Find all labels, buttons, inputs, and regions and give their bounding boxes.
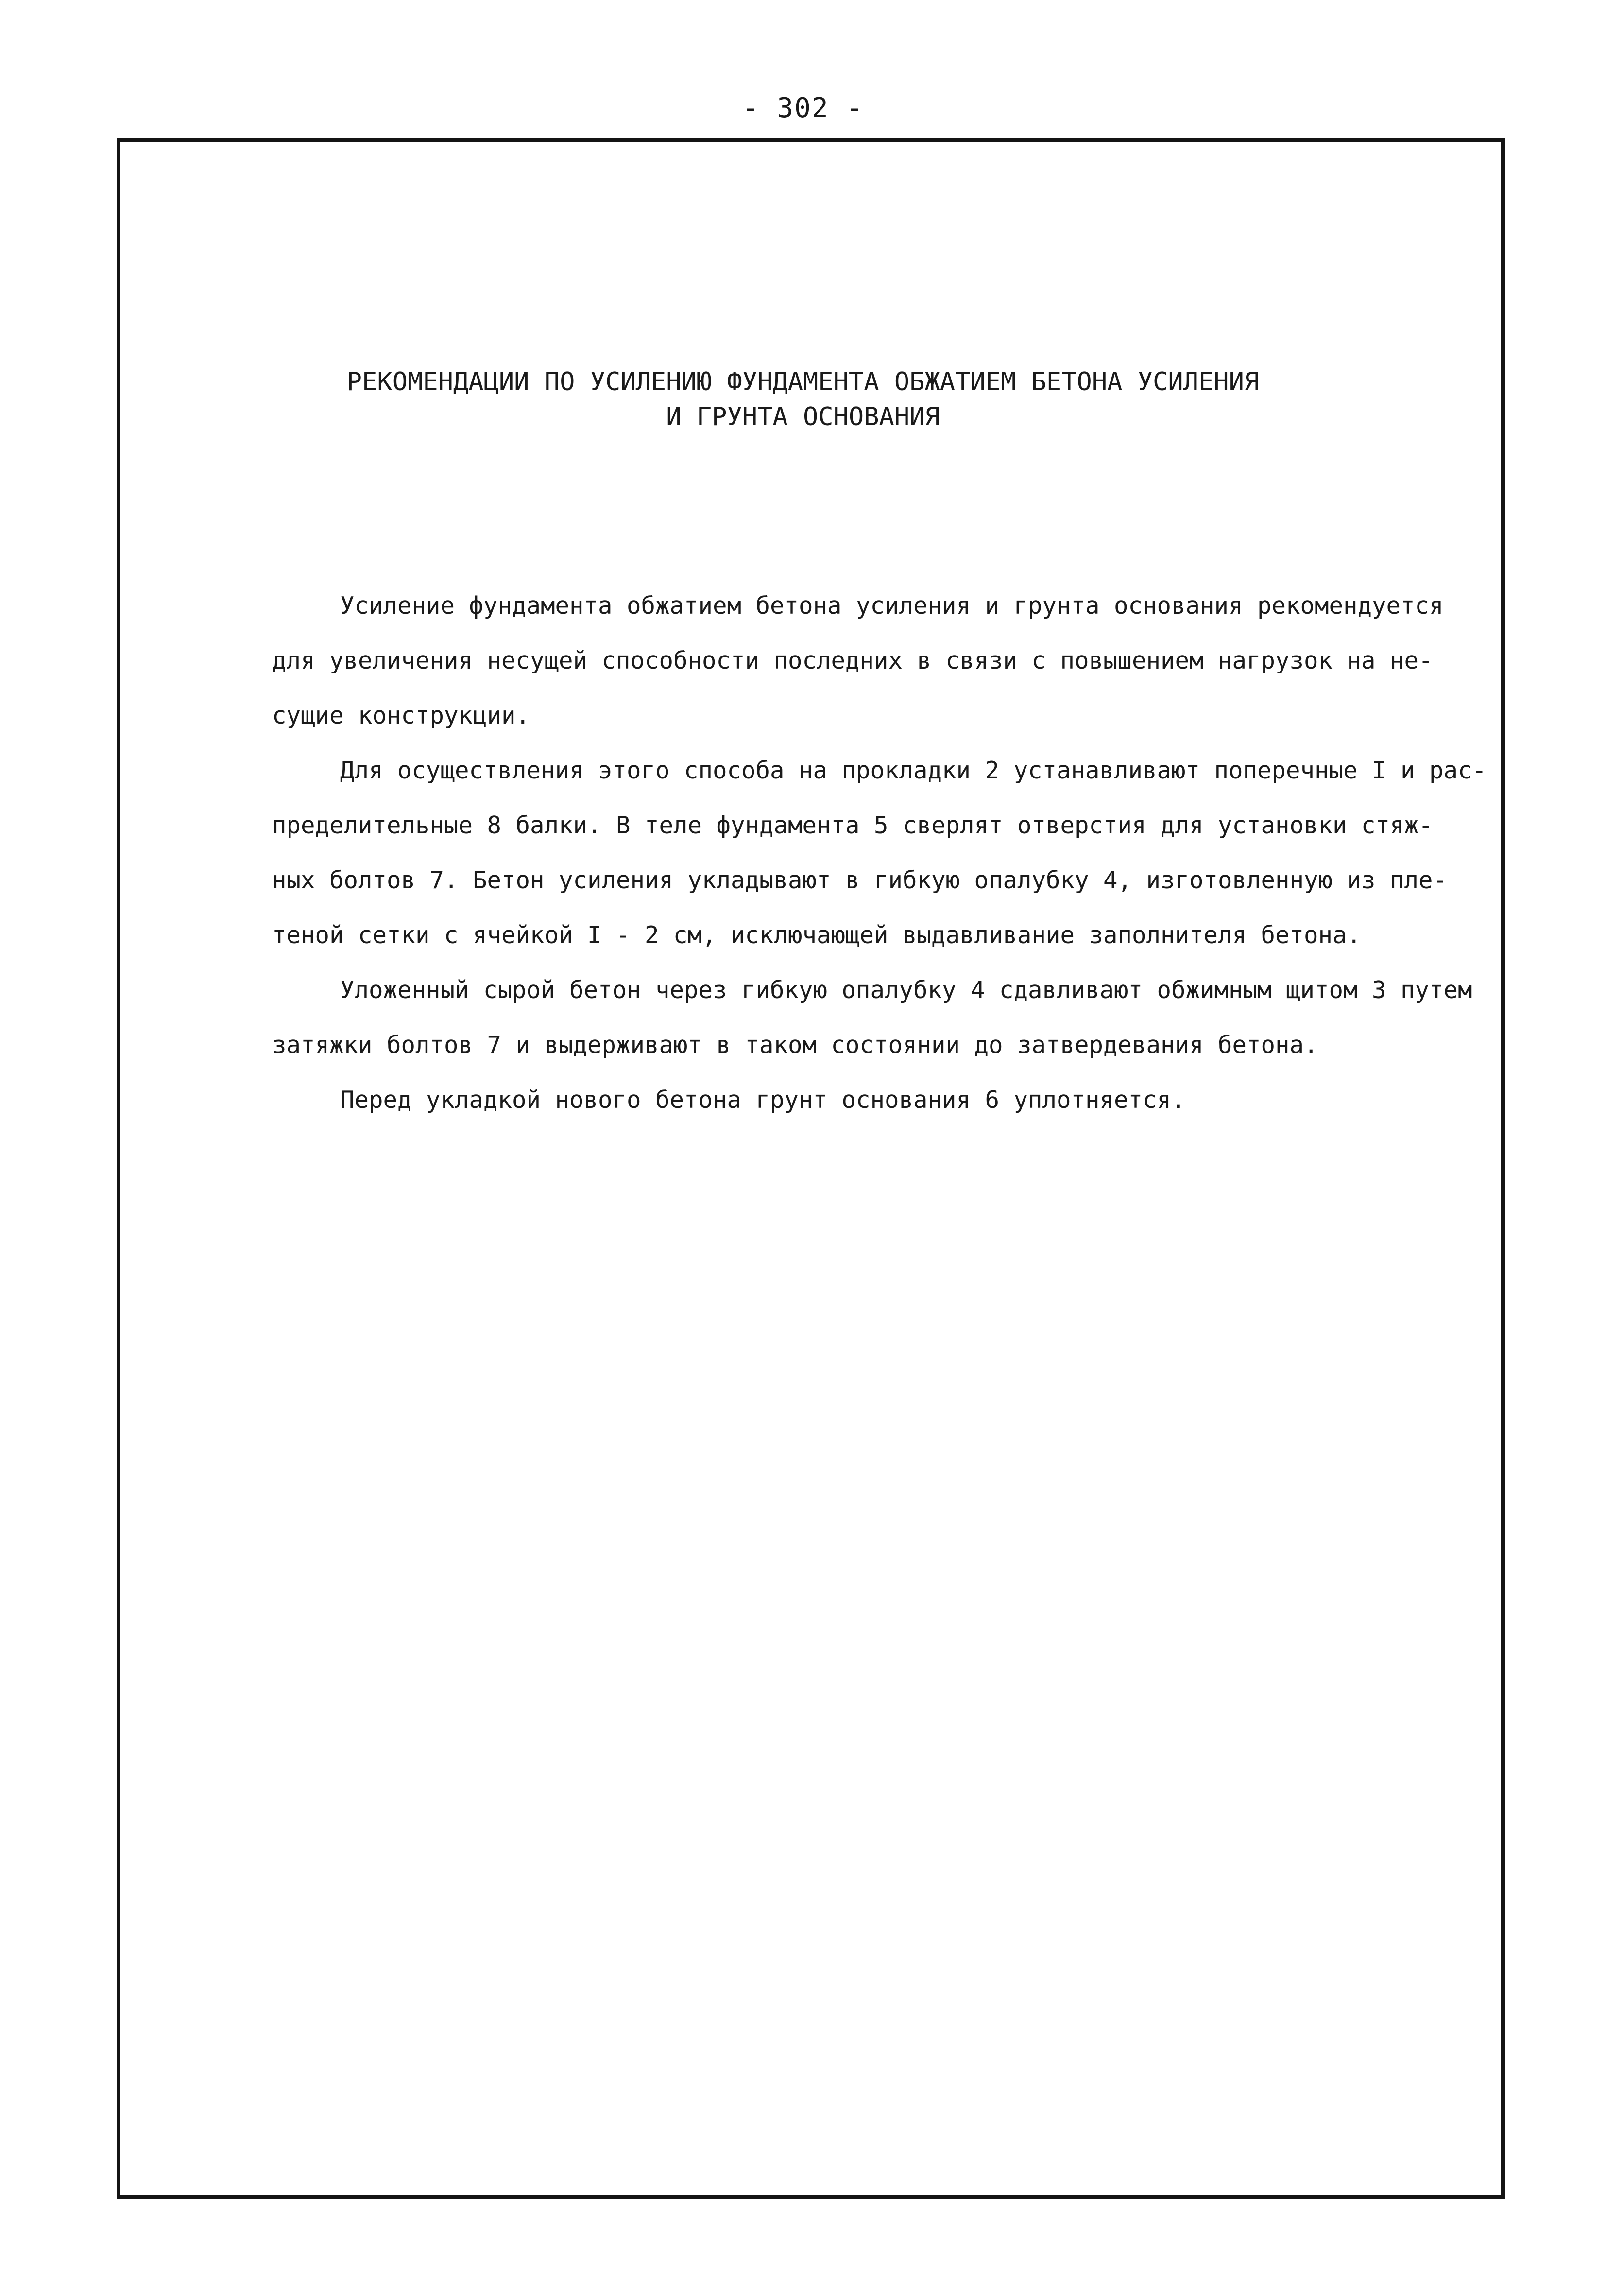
- paragraph-line: пределительные 8 балки. В теле фундамента 5 сверлят отверстия для установки стяж-: [272, 811, 1433, 839]
- paragraph-line: ных болтов 7. Бетон усиления укладывают в гибкую опалубку 4, изготовленную из пле-: [272, 866, 1448, 894]
- paragraph-line: теной сетки с ячейкой I - 2 см, исключающей выдавливание заполнителя бетона.: [272, 921, 1362, 949]
- body-text: [272, 578, 1487, 1127]
- paragraph-line: Уложенный сырой бетон через гибкую опалубку 4 сдавливают обжимным щитом 3 путем: [340, 976, 1472, 1004]
- paragraph-line: для увеличения несущей способности последних в связи с повышением нагрузок на не-: [272, 647, 1433, 674]
- paragraph-4: [272, 1072, 1428, 1127]
- paragraph-2: [272, 743, 1487, 963]
- page-frame: [117, 138, 1505, 2199]
- paragraph-line: сущие конструкции.: [272, 702, 530, 729]
- document-title: [0, 364, 1606, 434]
- paragraph-line: затяжки болтов 7 и выдерживают в таком состоянии до затвердевания бетона.: [272, 1031, 1318, 1059]
- paragraph-line: Для осуществления этого способа на прокладки 2 устанавливают поперечные I и рас-: [340, 757, 1487, 784]
- paragraph-line: Перед укладкой нового бетона грунт основания 6 уплотняется.: [340, 1086, 1186, 1114]
- page-number: - 302 -: [742, 92, 864, 124]
- paragraph-3: [272, 963, 1472, 1072]
- paragraph-1: [272, 578, 1444, 743]
- title-line-2: И ГРУНТА ОСНОВАНИЯ: [666, 402, 940, 432]
- paragraph-line: Усиление фундамента обжатием бетона усиления и грунта основания рекомендуется: [340, 592, 1444, 620]
- title-line-1: РЕКОМЕНДАЦИИ ПО УСИЛЕНИЮ ФУНДАМЕНТА ОБЖАТИЕМ БЕТОНА УСИЛЕНИЯ: [346, 367, 1260, 397]
